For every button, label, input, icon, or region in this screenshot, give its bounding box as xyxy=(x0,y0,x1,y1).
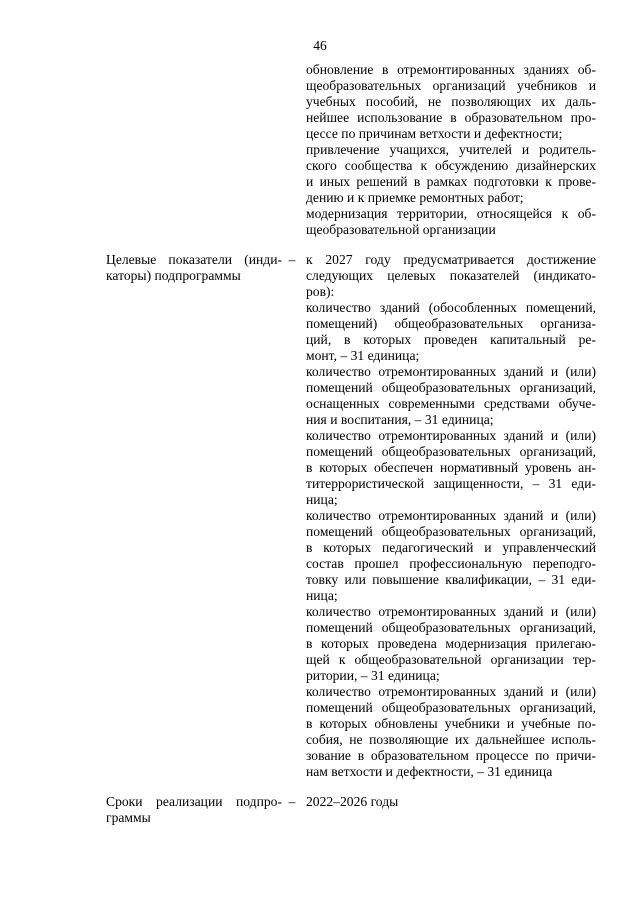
text-line: количество отремонтированных зданий и (или) xyxy=(306,684,596,699)
text-line: состав прошел профессиональную переподго- xyxy=(306,556,596,571)
text-line: количество зданий (обособленных помещений, xyxy=(306,300,596,315)
row-dash: – xyxy=(288,794,296,809)
text-line: обновление в отремонтированных зданиях об- xyxy=(306,62,596,77)
text-line: в которых проведена модернизация прилегаю- xyxy=(306,636,596,651)
text-line: в которых обеспечен нормативный уровень ан- xyxy=(306,460,596,475)
text-line: к 2027 году предусматривается достижение xyxy=(306,252,596,267)
indicators-label: каторы) подпрограммы xyxy=(106,268,241,283)
text-line: монт, – 31 единица; xyxy=(306,348,420,363)
text-line: количество отремонтированных зданий и (или) xyxy=(306,428,596,443)
row-dash: – xyxy=(288,252,296,267)
text-line: щеобразовательных организаций учебников и xyxy=(306,78,596,93)
text-line: помещений общеобразовательных организаций, xyxy=(306,620,596,635)
text-line: ница; xyxy=(306,492,338,507)
text-line: ций, в которых проведен капитальный ре- xyxy=(306,332,596,347)
text-line: ского сообщества к обсуждению дизайнерских xyxy=(306,158,596,173)
text-line: ритории, – 31 единица; xyxy=(306,668,440,683)
text-line: товку или повышение квалификации, – 31 еди- xyxy=(306,572,596,587)
text-line: дению и к приемке ремонтных работ; xyxy=(306,190,524,205)
text-line: ров): xyxy=(306,284,335,299)
text-line: оснащенных современными средствами обуче- xyxy=(306,396,596,411)
terms-label: Сроки реализации подпро- xyxy=(106,794,282,809)
text-line: нейшее использование в образовательном про- xyxy=(306,110,596,125)
text-line: количество отремонтированных зданий и (или) xyxy=(306,508,596,523)
text-line: привлечение учащихся, учителей и родитель- xyxy=(306,142,596,157)
text-line: и иных решений в рамках подготовки к прове- xyxy=(306,174,596,189)
text-line: щеобразовательной организации xyxy=(306,222,496,237)
text-line: нам ветхости и дефектности, – 31 единица xyxy=(306,764,553,779)
text-line: количество отремонтированных зданий и (или) xyxy=(306,364,596,379)
text-line: ница; xyxy=(306,588,338,603)
text-line: модернизация территории, относящейся к об- xyxy=(306,206,596,221)
text-line: цессе по причинам ветхости и дефектности; xyxy=(306,126,563,141)
text-line: учебных пособий, не позволяющих их даль- xyxy=(306,94,596,109)
text-line: зование в образовательном процессе по причи- xyxy=(306,748,596,763)
text-line: помещений общеобразовательных организаций, xyxy=(306,380,596,395)
text-line: титеррористической защищенности, – 31 еди- xyxy=(306,476,596,491)
text-line: щей к общеобразовательной организации тер- xyxy=(306,652,596,667)
terms-value: 2022–2026 годы xyxy=(306,794,399,809)
text-line: помещений общеобразовательных организаций, xyxy=(306,444,596,459)
text-line: в которых педагогический и управленческий xyxy=(306,540,596,555)
text-line: количество отремонтированных зданий и (или) xyxy=(306,604,596,619)
text-line: в которых обновлены учебники и учебные по- xyxy=(306,716,596,731)
text-line: следующих целевых показателей (индикато- xyxy=(306,268,596,283)
terms-label: граммы xyxy=(106,810,151,825)
text-line: собия, не позволяющие их дальнейшее исполь- xyxy=(306,732,596,747)
page-number: 46 xyxy=(313,38,327,53)
text-line: помещений) общеобразовательных организа- xyxy=(306,316,596,331)
text-line: помещений общеобразовательных организаций, xyxy=(306,700,596,715)
text-line: ния и воспитания, – 31 единица; xyxy=(306,412,494,427)
text-line: помещений общеобразовательных организаций, xyxy=(306,524,596,539)
indicators-label: Целевые показатели (инди- xyxy=(106,252,282,267)
